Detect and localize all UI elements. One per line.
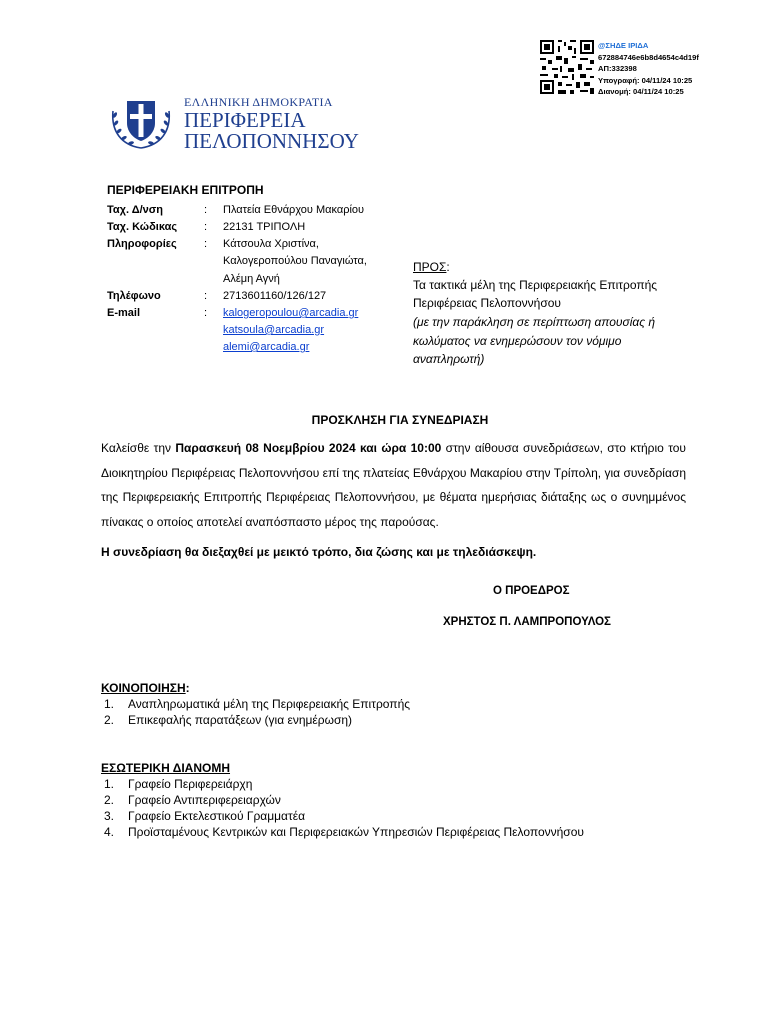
stamp-signed: Υπογραφή: 04/11/24 10:25	[598, 75, 693, 85]
list-number: 3.	[104, 809, 115, 823]
list-number: 1.	[104, 697, 115, 711]
invitation-title: ΠΡΟΣΚΛΗΣΗ ΓΙΑ ΣΥΝΕΔΡΙΑΣΗ	[311, 413, 489, 427]
stamp-source: @ΣΗΔΕ ΙΡΙΔΑ	[598, 41, 649, 50]
stamp-protocol: ΑΠ:332398	[598, 64, 637, 73]
qr-code-icon	[540, 40, 594, 94]
address-label: Ταχ. Δ/νση	[107, 204, 164, 216]
recipient-colon: :	[446, 260, 450, 274]
list-text: Προϊσταμένους Κεντρικών και Περιφερειακών Υπηρεσιών Περιφέρειας Πελοποννήσου	[128, 825, 584, 839]
zip-value: 22131 ΤΡΙΠΟΛΗ	[223, 221, 306, 233]
email-link[interactable]: kalogeropoulou@arcadia.gr	[223, 307, 359, 319]
phone-value: 2713601160/126/127	[223, 290, 327, 302]
list-number: 4.	[104, 825, 115, 839]
notification-colon: :	[185, 681, 190, 695]
invitation-paragraph	[101, 436, 686, 534]
phone-label: Τηλέφωνο	[107, 290, 161, 302]
president-name: ΧΡΗΣΤΟΣ Π. ΛΑΜΠΡΟΠΟΥΛΟΣ	[443, 616, 611, 628]
list-item	[104, 793, 281, 807]
email-link[interactable]: katsoula@arcadia.gr	[223, 324, 325, 336]
list-text: Γραφείο Αντιπεριφερειαρχών	[128, 793, 281, 807]
colon: :	[204, 307, 208, 319]
info-label: Πληροφορίες	[107, 238, 177, 250]
meeting-mode: Η συνεδρίαση θα διεξαχθεί με μεικτό τρόπο, δια ζώσης και με τηλεδιάσκεψη.	[101, 545, 537, 559]
stamp-distributed: Διανομή: 04/11/24 10:25	[598, 87, 684, 96]
recipient-note-line: αναπληρωτή)	[413, 352, 485, 366]
info-line: Κάτσουλα Χριστίνα,	[223, 238, 319, 250]
notification-heading-block	[101, 681, 190, 695]
info-line: Καλογεροπούλου Παναγιώτα,	[223, 255, 367, 267]
recipient-line: Περιφέρειας Πελοποννήσου	[413, 296, 561, 310]
email-label: E-mail	[107, 307, 141, 319]
list-text: Γραφείο Περιφερειάρχη	[128, 777, 253, 791]
list-number: 2.	[104, 793, 115, 807]
stamp-hash: 672884746e6b8d4654c4d19f	[598, 52, 699, 62]
list-text: Αναπληρωματικά μέλη της Περιφερειακής Επιτροπής	[128, 697, 411, 711]
zip-label: Ταχ. Κώδικας	[107, 221, 178, 233]
recipient-note-line: (με την παράκληση σε περίπτωση απουσίας ή	[413, 315, 656, 329]
recipient-heading: ΠΡΟΣ	[413, 260, 447, 274]
info-line: Αλέμη Αγνή	[223, 273, 280, 285]
list-text: Γραφείο Εκτελεστικού Γραμματέα	[128, 809, 306, 823]
invitation-date-time: Παρασκευή 08 Νοεμβρίου 2024 και ώρα 10:00	[175, 441, 442, 455]
republic-label: ΕΛΛΗΝΙΚΗ ΔΗΜΟΚΡΑΤΙΑ	[184, 95, 333, 109]
digital-stamp	[540, 40, 730, 96]
internal-heading: ΕΣΩΤΕΡΙΚΗ ΔΙΑΝΟΜΗ	[101, 761, 231, 775]
colon: :	[204, 290, 208, 302]
recipient-heading-block	[413, 260, 450, 274]
address-value: Πλατεία Εθνάρχου Μακαρίου	[223, 204, 365, 216]
list-item	[104, 809, 305, 823]
stamp-text	[598, 40, 699, 98]
list-number: 1.	[104, 777, 115, 791]
colon: :	[204, 238, 208, 250]
president-title: Ο ΠΡΟΕΔΡΟΣ	[493, 585, 570, 597]
greek-emblem-icon	[107, 93, 175, 151]
email-link[interactable]: alemi@arcadia.gr	[223, 341, 310, 353]
region-name-line2: ΠΕΛΟΠΟΝΝΗΣΟΥ	[184, 129, 359, 153]
recipient-note-line: κωλύματος να ενημερώσουν τον νόμιμο	[413, 334, 622, 348]
list-item	[104, 777, 252, 791]
recipient-line: Τα τακτικά μέλη της Περιφερειακής Επιτροπής	[413, 278, 658, 292]
notification-heading: ΚΟΙΝΟΠΟΙΗΣΗ	[101, 681, 186, 695]
region-name-line1: ΠΕΡΙΦΕΡΕΙΑ	[184, 108, 306, 132]
committee-heading: ΠΕΡΙΦΕΡΕΙΑΚΗ ΕΠΙΤΡΟΠΗ	[107, 183, 264, 197]
list-item	[104, 697, 410, 711]
invitation-intro: Καλείσθε την	[101, 441, 176, 455]
colon: :	[204, 204, 208, 216]
list-text: Επικεφαλής παρατάξεων (για ενημέρωση)	[128, 713, 353, 727]
list-item	[104, 825, 584, 839]
list-item	[104, 713, 352, 727]
colon: :	[204, 221, 208, 233]
list-number: 2.	[104, 713, 115, 727]
invitation-body: στην αίθουσα συνεδριάσεων, στο κτήριο του Διοικητηρίου Περιφέρειας Πελοποννήσου επί της πλατείας Εθνάρχου Μακαρίου στην Τρίπολη, για συνεδρίαση της Περιφερειακής Επιτροπής Περιφέρειας Πελοποννήσου, με θέματα ημερήσιας διάταξης ως ο συνημμένος πίνακας ο οποίος αποτελεί αναπόσπαστο μέρος της παρούσας.	[101, 441, 686, 529]
